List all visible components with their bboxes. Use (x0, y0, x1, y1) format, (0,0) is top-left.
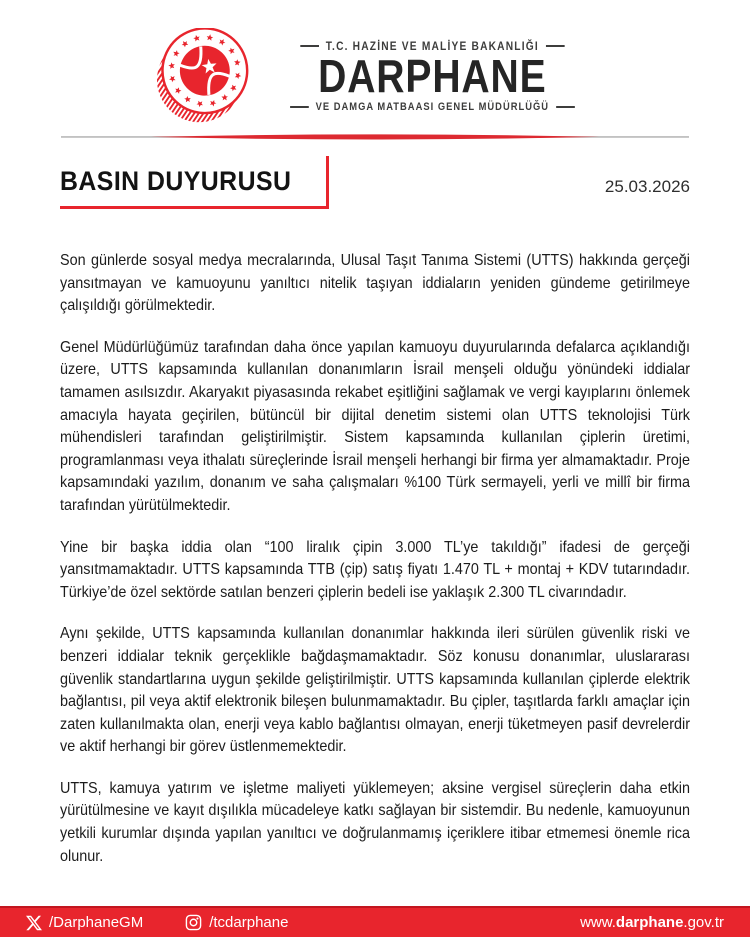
dash-rule-icon (290, 106, 309, 108)
instagram-handle: /tcdarphane (209, 914, 289, 931)
instagram-social-link[interactable] (185, 914, 288, 931)
mint-emblem-icon (151, 28, 255, 124)
website-bold: darphane (615, 914, 684, 931)
x-social-link[interactable] (26, 914, 143, 931)
dash-rule-icon (300, 45, 319, 47)
website-url[interactable] (580, 914, 724, 931)
website-prefix: www. (580, 914, 616, 931)
instagram-icon (185, 914, 202, 931)
ministry-title: T.C. HAZİNE VE MALİYE BAKANLIĞI (325, 39, 539, 54)
logo-text-block (290, 39, 574, 113)
release-date: 25.03.2026 (604, 177, 690, 196)
x-icon (26, 915, 42, 931)
announcement-header (60, 156, 690, 209)
paragraph: UTTS, kamuya yatırım ve işletme maliyeti yüklemeyen; aksine vergisel süreçlerin daha etkin yürütülmesine ve kayıt dışılıkla mücadeleye katkı sağlayan bir sistemdir. Bu nedenle, kamuoyunun yetkili kurumlar dışında yapılan yanıltıcı ve doğrulanmamış içeriklere itibar etmemesi önemle rica olunur. (60, 779, 690, 865)
paragraph: Son günlerde sosyal medya mecralarında, Ulusal Taşıt Tanıma Sistemi (UTTS) hakkında gerçeği yansıtmayan ve kamuoyunu yanıltıcı nitelik taşıyan iddiaların yeniden gündeme getirilmeye çalışıldığı görülmektedir. (60, 252, 690, 315)
brand-subtitle: VE DAMGA MATBAASI GENEL MÜDÜRLÜĞÜ (315, 100, 549, 113)
brand-title: DARPHANE (317, 50, 547, 103)
paragraph: Genel Müdürlüğümüz tarafından daha önce yapılan kamuoyu duyurularında defalarca açıklandığı üzere, UTTS kapsamında kullanılan donanımların İsrail menşeli olduğu yönündeki iddialar tamamen asılsızdır. Akaryakıt piyasasında rekabet eşitliğini sağlamak ve vergi kayıplarını önlemek amacıyla hayata geçirilen, bütüncül bir dijital denetim sistemi olan UTTS teknolojisi Türk mühendisleri tarafından geliştirilmiştir. Sistem kapsamında kullanılan çiplerin üretimi, programlanması veya ithalatı süreçlerinde İsrail menşeli herhangi bir firma yer almamaktadır. Proje kapsamındaki yazılım, donanım ve saha çalışmaları %100 Türk sermayeli, yerli ve millî bir firma tarafından yürütülmektedir. (60, 338, 690, 514)
footer-bar (0, 906, 750, 937)
paragraph: Yine bir başka iddia olan “100 liralık çipin 3.000 TL’ye takıldığı” ifadesi de gerçeği yansıtmamaktadır. UTTS kapsamında TTB (çip) satış fiyatı 1.470 TL + montaj + KDV tutarındadır. Türkiye’de özel sektörde satılan benzeri çiplerin bedeli ise yaklaşık 2.300 TL civarındadır. (60, 538, 690, 601)
dash-rule-icon (545, 45, 564, 47)
press-release-title: BASIN DUYURUSU (60, 166, 292, 196)
website-suffix: .gov.tr (683, 914, 724, 931)
paragraph: Aynı şekilde, UTTS kapsamında kullanılan donanımlar hakkında ileri sürülen güvenlik riski ve benzeri iddialar teknik gerçeklikle bağdaşmamaktadır. Söz konusu donanımlar, uluslararası güvenlik standartlarına uygun şekilde geliştirilmiştir. UTTS kapsamında kullanılan çiplerde elektrik bağlantısı, pil veya aktif elektronik bileşen bulunmamaktadır. Bu çipler, taşıtlarda farklı amaçlar için zaten kullanılmakta olan, enerji veya kablo bağlantısı olmayan, enerji tüketmeyen pasif devrelerdir ve aktif herhangi bir görev üstlenmemektedir. (60, 625, 690, 756)
header-divider (61, 133, 689, 141)
brand-subtitle-line (290, 101, 574, 113)
press-body (60, 250, 690, 887)
header-logo (0, 28, 750, 124)
press-release-title-box (60, 156, 329, 209)
dash-rule-icon (556, 106, 575, 108)
x-handle: /DarphaneGM (49, 914, 144, 931)
